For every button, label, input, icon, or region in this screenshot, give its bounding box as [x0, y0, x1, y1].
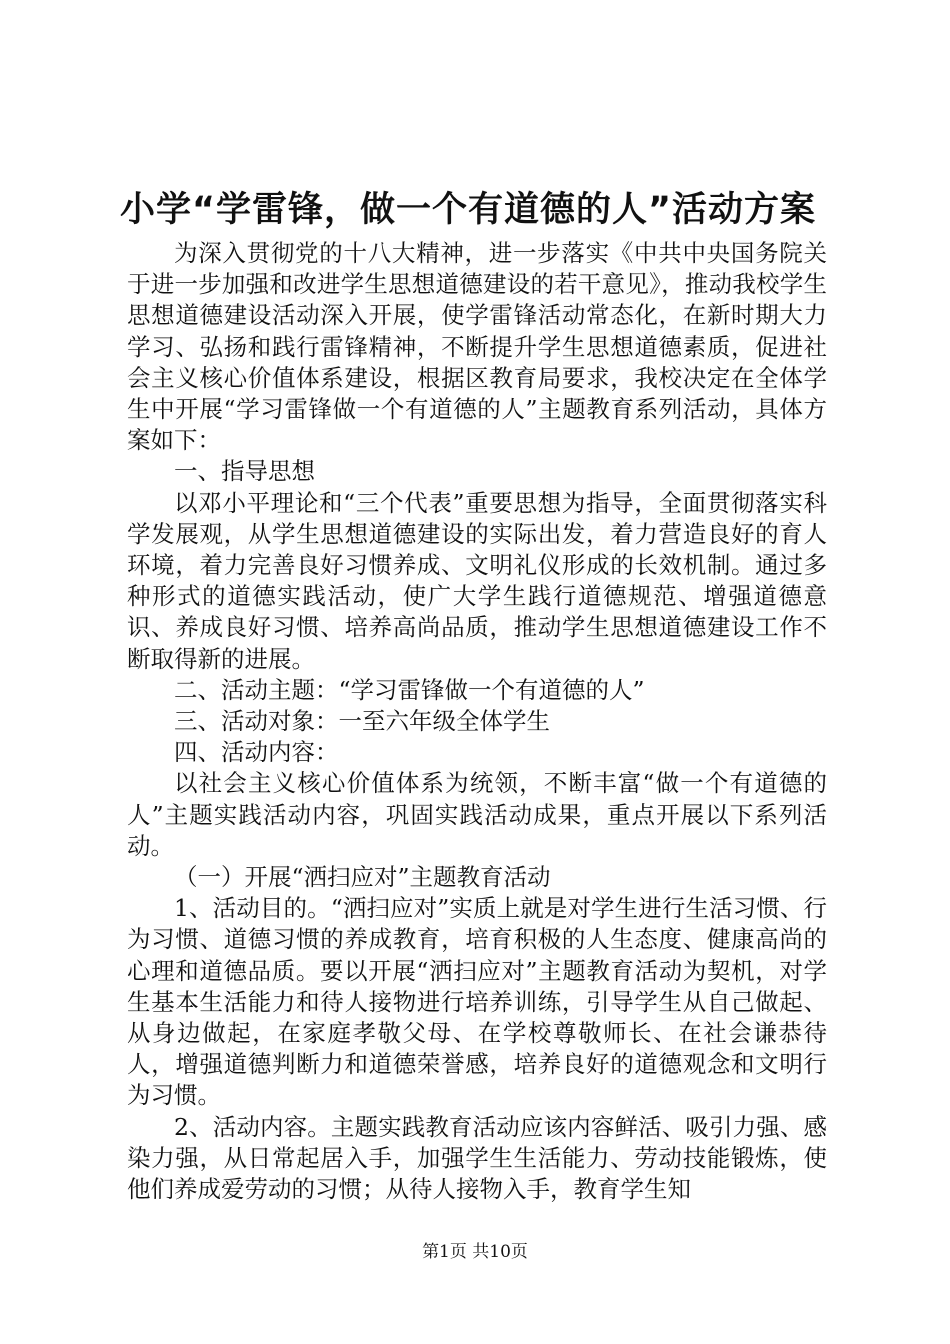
- paragraph-activity-content: 以社会主义核心价值体系为统领，不断丰富“做一个有道德的人”主题实践活动内容，巩固实践活动成果，重点开展以下系列活动。: [127, 769, 827, 860]
- subheading-sasao-yingdui: （一）开展“洒扫应对”主题教育活动: [174, 863, 551, 892]
- paragraph-intro: 为深入贯彻党的十八大精神，进一步落实《中共中央国务院关于进一步加强和改进学生思想道德建设的若干意见》，推动我校学生思想道德建设活动深入开展，使学雷锋活动常态化，在新时期大力学习、弘扬和践行雷锋精神，不断提升学生思想道德素质，促进社会主义核心价值体系建设，根据区教育局要求，我校决定在全体学生中开展“学习雷锋做一个有道德的人”主题教育系列活动，具体方案如下：: [127, 239, 827, 455]
- page-number: 第1页 共10页: [422, 1242, 528, 1262]
- heading-activity-content: 四、活动内容：: [174, 738, 339, 767]
- paragraph-guiding-ideology: 以邓小平理论和“三个代表”重要思想为指导，全面贯彻落实科学发展观，从学生思想道德建设的实际出发，着力营造良好的育人环境，着力完善良好习惯养成、文明礼仪形成的长效机制。通过多种形式的道德实践活动，使广大学生践行道德规范、增强道德意识、养成良好习惯、培养高尚品质，推动学生思想道德建设工作不断取得新的进展。: [127, 488, 827, 673]
- heading-activity-theme: 二、活动主题：“学习雷锋做一个有道德的人”: [174, 675, 645, 704]
- heading-guiding-ideology: 一、指导思想: [174, 457, 315, 486]
- document-title: 小学“学雷锋，做一个有道德的人”活动方案: [120, 190, 817, 230]
- paragraph-activity-details: 2、活动内容。主题实践教育活动应该内容鲜活、吸引力强、感染力强，从日常起居入手，加强学生生活能力、劳动技能锻炼，使他们养成爱劳动的习惯；从待人接物入手，教育学生知: [127, 1112, 827, 1204]
- paragraph-activity-purpose: 1、活动目的。“洒扫应对”实质上就是对学生进行生活习惯、行为习惯、道德习惯的养成教育，培育积极的人生态度、健康高尚的心理和道德品质。要以开展“洒扫应对”主题教育活动为契机，对学生基本生活能力和待人接物进行培养训练，引导学生从自己做起、从身边做起，在家庭孝敬父母、在学校尊敬师长、在社会谦恭待人，增强道德判断力和道德荣誉感，培养良好的道德观念和文明行为习惯。: [127, 894, 827, 1110]
- document-body: [127, 238, 827, 1205]
- heading-activity-target: 三、活动对象：一至六年级全体学生: [174, 707, 550, 736]
